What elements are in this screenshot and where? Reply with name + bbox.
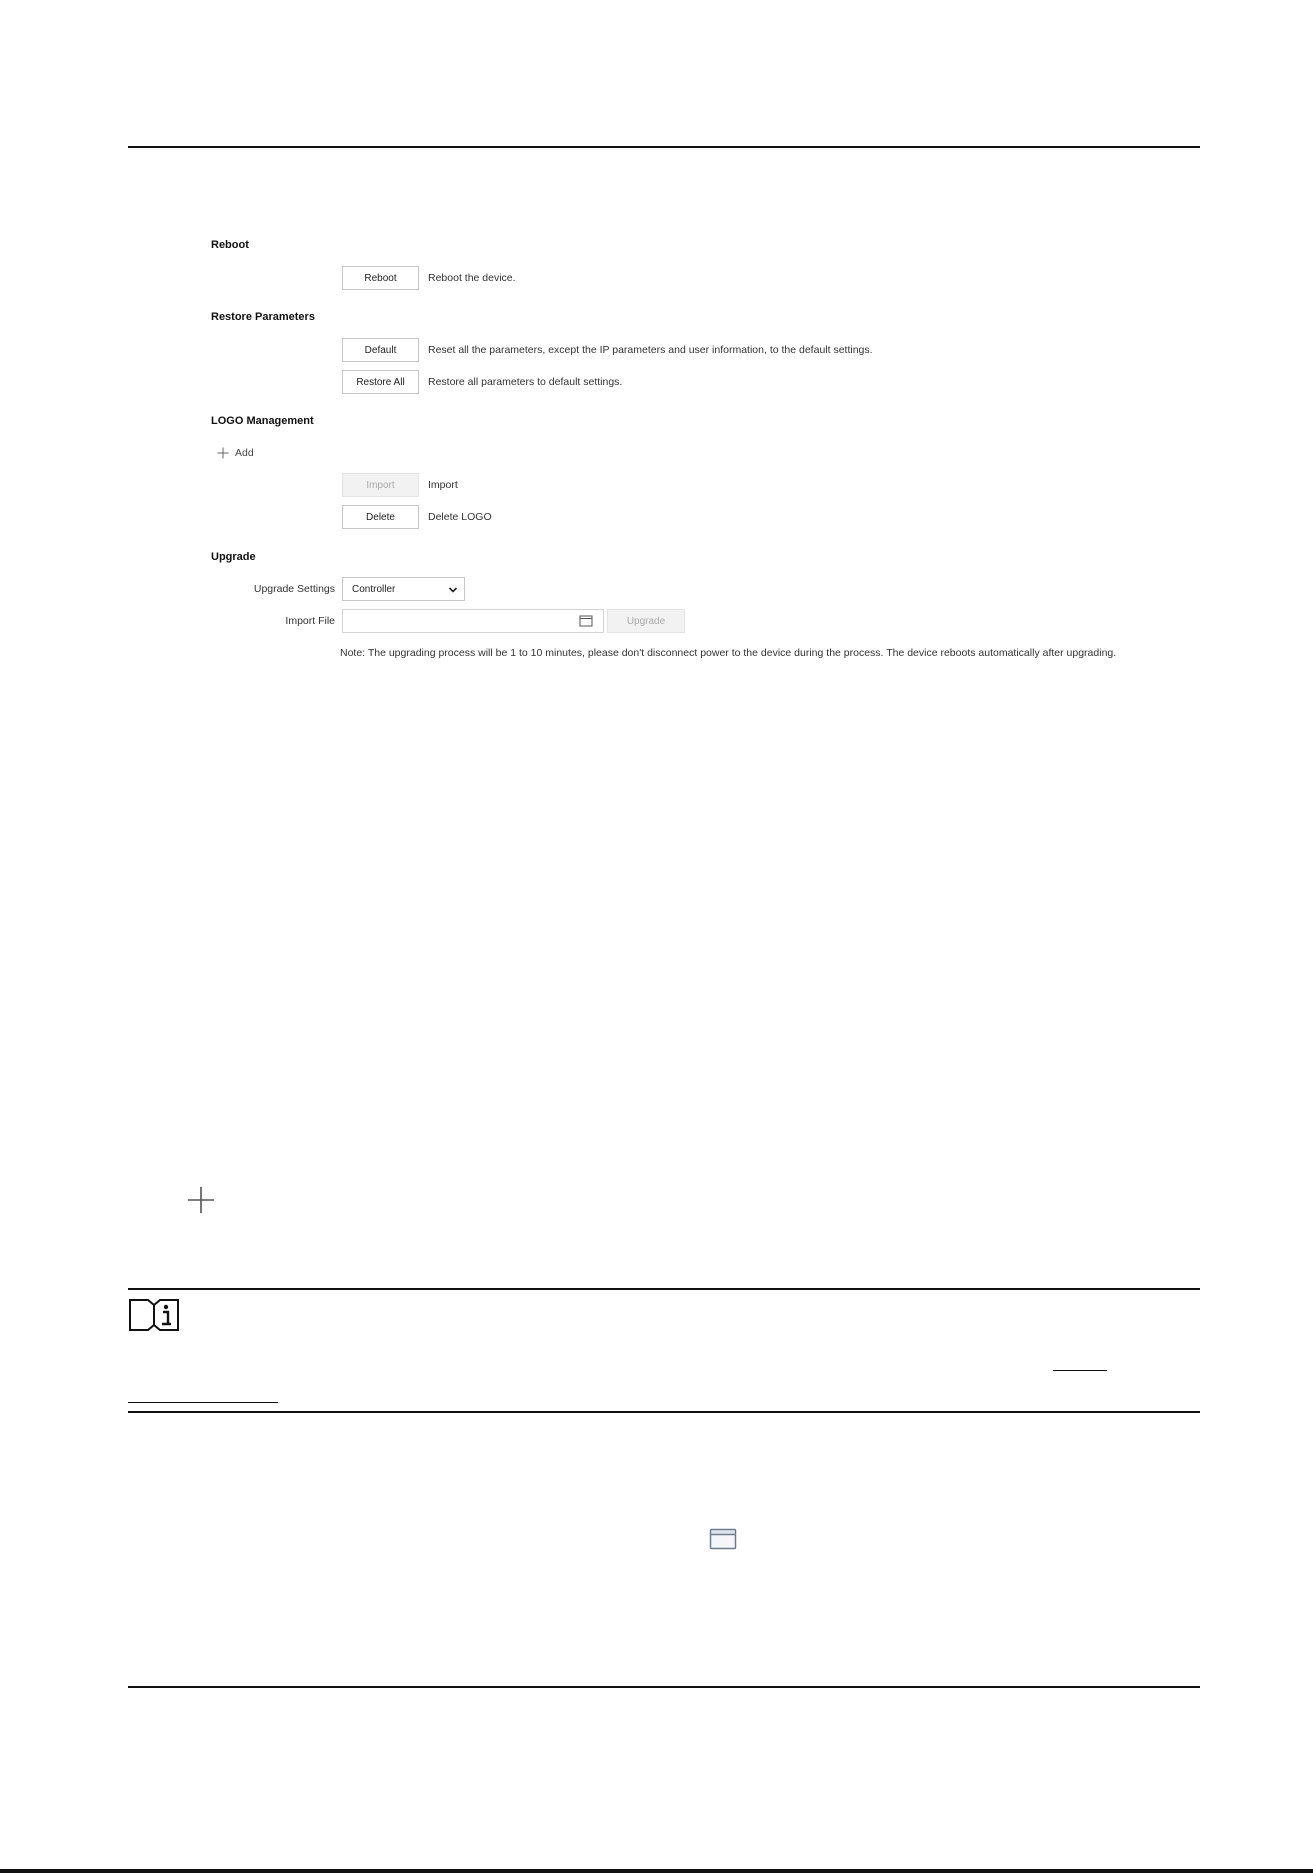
reboot-description: Reboot the device. bbox=[428, 272, 516, 284]
upgrade-settings-value: Controller bbox=[352, 583, 396, 595]
add-logo-button[interactable] bbox=[217, 446, 254, 460]
maintenance-panel bbox=[160, 225, 1160, 685]
chevron-down-icon bbox=[448, 583, 458, 597]
footer-bar bbox=[0, 1869, 1313, 1873]
link-underline[interactable] bbox=[128, 1402, 278, 1403]
delete-logo-description: Delete LOGO bbox=[428, 511, 492, 523]
import-logo-description: Import bbox=[428, 479, 458, 491]
add-logo-label: Add bbox=[235, 447, 254, 459]
restore-all-description: Restore all parameters to default settings. bbox=[428, 376, 623, 388]
upgrade-button[interactable]: Upgrade bbox=[607, 609, 685, 633]
plus-icon bbox=[186, 1185, 216, 1215]
logo-section-title: LOGO Management bbox=[211, 415, 314, 427]
link-underline[interactable] bbox=[1053, 1370, 1107, 1371]
default-description: Reset all the parameters, except the IP parameters and user information, to the default settings. bbox=[428, 344, 873, 356]
note-bottom-rule bbox=[128, 1411, 1200, 1413]
note-top-rule bbox=[128, 1288, 1200, 1290]
reboot-section-title: Reboot bbox=[211, 239, 249, 251]
delete-logo-button[interactable]: Delete bbox=[342, 505, 419, 529]
upgrade-settings-label: Upgrade Settings bbox=[253, 583, 335, 595]
reboot-button[interactable]: Reboot bbox=[342, 266, 419, 290]
import-file-label: Import File bbox=[285, 615, 335, 627]
header-rule bbox=[128, 146, 1200, 148]
restore-section-title: Restore Parameters bbox=[211, 311, 315, 323]
upgrade-section-title: Upgrade bbox=[211, 551, 256, 563]
upgrade-settings-select[interactable] bbox=[342, 577, 465, 601]
note-book-icon bbox=[128, 1297, 180, 1333]
plus-icon bbox=[217, 447, 229, 459]
restore-all-button[interactable]: Restore All bbox=[342, 370, 419, 394]
default-button[interactable]: Default bbox=[342, 338, 419, 362]
folder-icon[interactable] bbox=[579, 615, 593, 627]
import-logo-button[interactable]: Import bbox=[342, 473, 419, 497]
folder-icon bbox=[709, 1527, 737, 1551]
upgrade-note: Note: The upgrading process will be 1 to 10 minutes, please don't disconnect power to the device during the process. The device reboots automatically after upgrading. bbox=[340, 647, 1117, 659]
footer-rule bbox=[128, 1686, 1200, 1688]
import-file-input[interactable] bbox=[342, 609, 604, 633]
